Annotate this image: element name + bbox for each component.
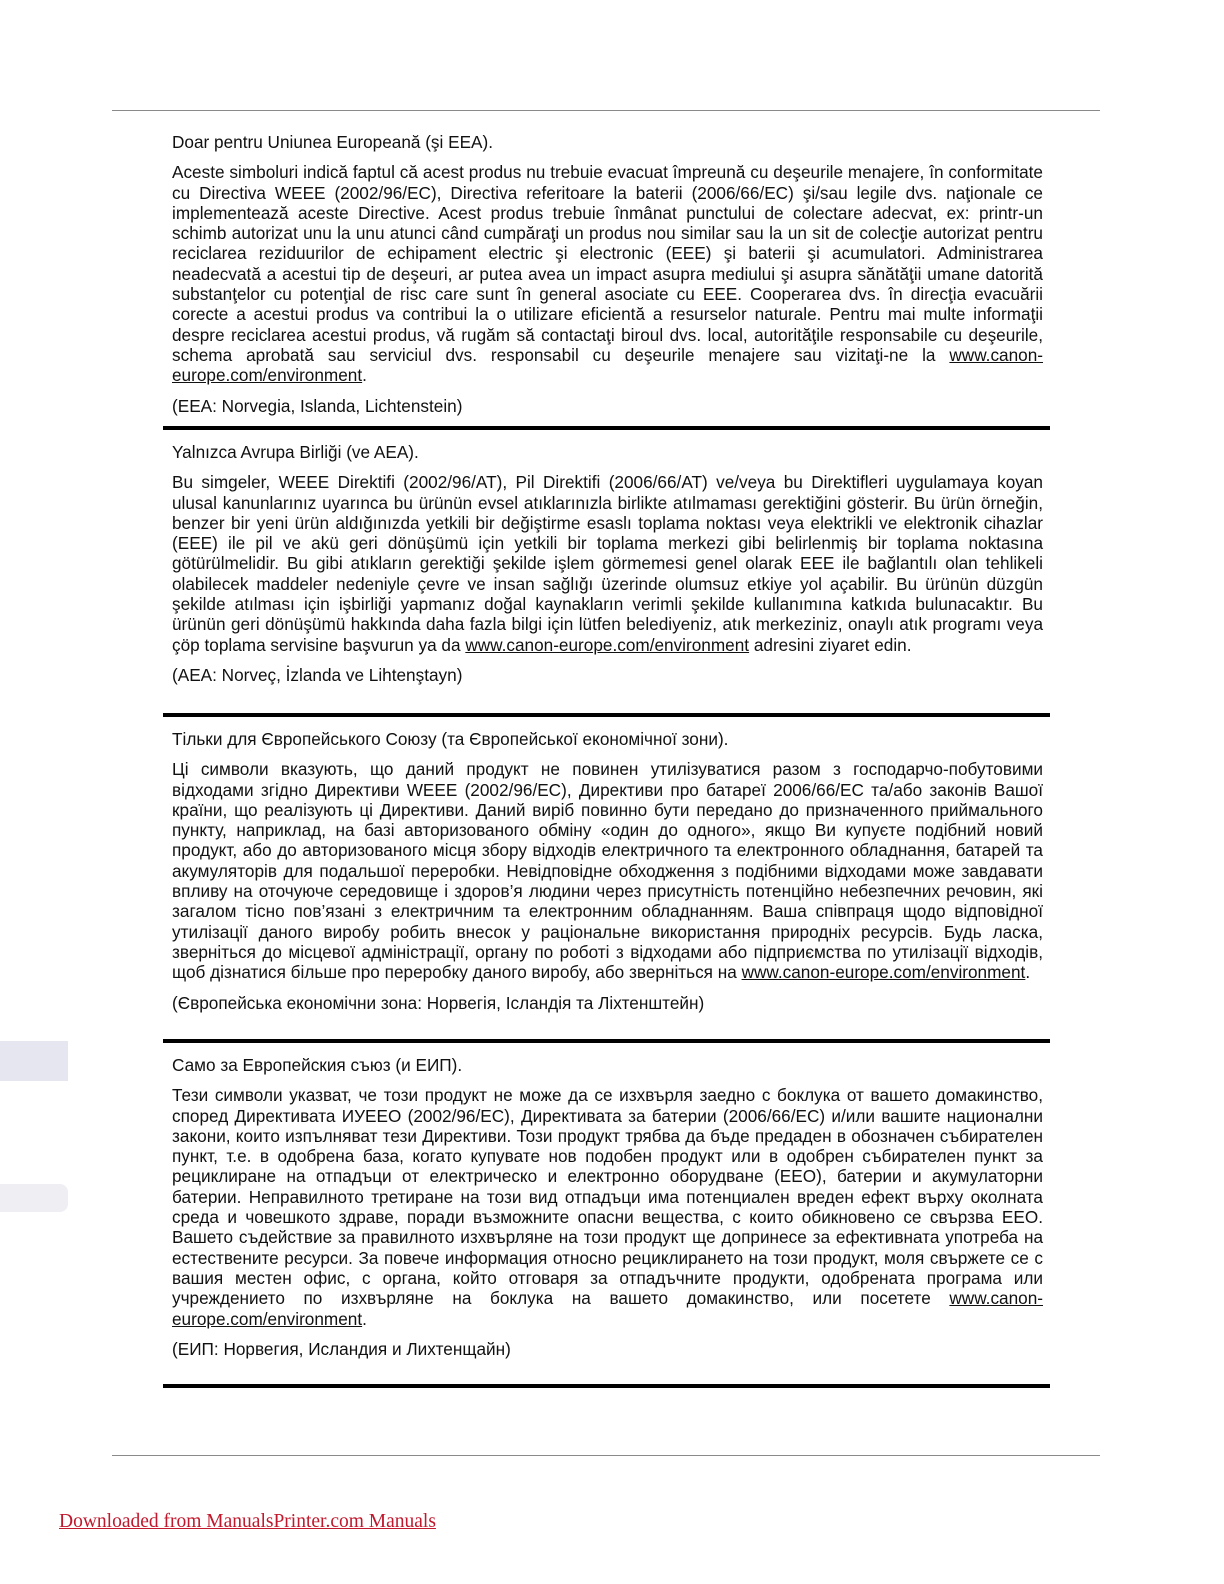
section-body-text: Aceste simboluri indică faptul că acest produs nu trebuie evacuat împreună cu deşeurile menajere, în conformitate cu Directiva WEEE (2002/96/EC), Directiva referitoare la baterii (2006/66/EC) şi/sau legile dvs. naţionale ce implementează aceste Directive. Acest produs trebuie înmânat punctului de colectare adecvat, ex: printr-un schimb autorizat unu la unu atunci când cumpăraţi un produs nou similar sau la un sit de colecţie autorizat pentru reciclarea reziduurilor de echipament electric şi electronic (EEE) şi baterii şi acumulatori. Administrarea neadecvată a acestui tip de deşeuri, ar putea avea un impact asupra mediului şi asupra sănătăţii umane datorită substanţelor cu potenţial de risc care sunt în general asociate cu EEE. Cooperarea dvs. în direcţia evacuării corecte a acestui produs va contribui la o utilizare eficientă a resurselor naturale. Pentru mai multe informaţii despre reciclarea acestui produs, vă rugăm să contactaţi biroul dvs. local, autorităţile responsabile cu deşeurile, schema aprobată sau serviciul dvs. responsabil cu deşeurile menajere sau vizitaţi-ne la: [172, 162, 1043, 365]
section-body-tail: .: [362, 1308, 367, 1329]
section-heading: Yalnızca Avrupa Birliği (ve AEA).: [172, 442, 419, 462]
section-romanian: [163, 124, 1050, 430]
section-body: [172, 759, 1043, 982]
section-heading: Тільки для Європейського Союзу (та Європейської економічної зони).: [172, 729, 729, 749]
section-body: [172, 1085, 1043, 1329]
footer-rule: [112, 1455, 1100, 1456]
section-ukrainian: [163, 717, 1050, 1043]
section-body-text: Тези символи указват, че този продукт не може да се изхвърля заедно с боклука от вашето домакинство, според Директивата ИУЕЕО (2002/96/EC), Директивата за батерии (2006/66/EC) и/или вашите национални закони, които изпълняват тези Директиви. Този продукт трябва да бъде предаден в обозначен събирателен пункт, т.е. в одобрена база, когато купувате нов подобен продукт или в одобрен събирателен пункт за рециклиране на отпадъци от електрическо и електронно оборудване (ЕЕО), батерии и акумулаторни батерии. Неправилното третиране на този вид отпадъци има потенциален вреден ефект върху околната среда и човешкото здраве, поради възможните опасни вещества, с които обикновено се свързва ЕЕО. Вашето съдействие за правилното изхвърляне на този продукт ще допринесе за ефективната употреба на естествените ресурси. За повече информация относно рециклирането на този продукт, моля свържете се с вашия местен офис, с органа, който отговаря за отпадъчните продукти, одобрената програма или учреждението по изхвърляне на боклука на вашето домакинство, или посетете: [172, 1085, 1043, 1309]
header-rule: [112, 110, 1100, 111]
download-source-link[interactable]: Downloaded from ManualsPrinter.com Manuals: [59, 1511, 436, 1532]
section-body-text: Bu simgeler, WEEE Direktifi (2002/96/AT), Pil Direktifi (2006/66/AT) ve/veya bu Direktifleri uygulamaya koyan ulusal kanunlarınız uyarınca bu ürünün evsel atıklarınızla birlikte atılmaması gerektiğini gösterir. Bu ürün örneğin, benzer bir yeni ürün aldığınızda yetkili bir değiştirme esaslı toplama noktası veya elektrikli ve elektronik cihazlar (EEE) ile pil ve akü geri dönüşümü için yetkili bir toplama merkezi gibi belirlenmiş bir toplama noktasına götürülmelidir. Bu gibi atıkların gerektiği şekilde işlem görmemesi genel olarak EEE ile bağlantılı olan tehlikeli olabilecek maddeler nedeniyle çevre ve insan sağlığı üzerinde olumsuz etkiye yol açabilir. Bu ürünün düzgün şekilde atılması için işbirliği yapmanız doğal kaynakların verimli şekilde kullanımına katkıda bulunacaktır. Bu ürünün geri dönüşümü hakkında daha fazla bilgi için lütfen belediyeniz, atık merkeziniz, onaylı atık programı veya çöp toplama servisine başvurun ya da: [172, 472, 1043, 655]
section-body-tail: .: [362, 365, 367, 386]
section-note: (AEA: Norveç, İzlanda ve Lihtenştayn): [172, 664, 463, 685]
section-note: (EEA: Norvegia, Islanda, Lichtenstein): [172, 395, 463, 416]
section-bulgarian: [163, 1043, 1050, 1388]
section-heading: Doar pentru Uniunea Europeană (şi EEA).: [172, 132, 494, 152]
section-note: (Європейська економічни зона: Норвегія, Ісландія та Ліхтенштейн): [172, 992, 705, 1013]
environment-link[interactable]: www.canon-europe.com/environment: [172, 344, 1043, 386]
section-body-text: Ці символи вказують, що даний продукт не повинен утилізуватися разом з господарчо-побутовими відходами згідно Директиви WEEE (2002/96/EC), Директиви про батареї 2006/66/EC та/або законів Вашої країни, що реалізують ці Директиви. Даний виріб повинно бути передано до призначенного приймального пункту, наприклад, на базі авторизованого обміну «один до одного», якщо Ви купуєте подібний новий продукт, або до авторизованого місця збору відходів електричного та електронного обладнання, батарей та акумуляторів для подальшої переробки. Невідповідне обходження з подібними відходами може завдавати впливу на оточуюче середовище і здоров’я людини через присутність потенційно небезпечних речовин, які загалом тісно пов’язані з електричним та електронним обладнанням. Ваша співпраця щодо відповідної утилізації даного виробу робить внесок у раціональне використання природніх ресурсів. Будь ласка, зверніться до місцевої адміністрації, органу по роботі з відходами або підприємства по утилізації відходів, щоб дізнатися більше про переробку даного виробу, або зверніться на: [172, 759, 1043, 983]
side-tab-marker-secondary: [0, 1184, 68, 1212]
section-body: [172, 472, 1043, 655]
section-body-tail: adresini ziyaret edin.: [749, 634, 912, 655]
section-turkish: [163, 430, 1050, 717]
environment-link[interactable]: www.canon-europe.com/environment: [465, 634, 750, 655]
section-heading: Само за Европейския съюз (и ЕИП).: [172, 1055, 463, 1075]
section-note: (ЕИП: Норвегия, Исландия и Лихтенщайн): [172, 1338, 511, 1359]
section-body-tail: .: [1025, 962, 1031, 983]
environment-link[interactable]: www.canon-europe.com/environment: [172, 1288, 1043, 1329]
environment-link[interactable]: www.canon-europe.com/environment: [741, 962, 1026, 983]
side-tab-marker: [0, 1041, 68, 1081]
section-body: [172, 162, 1043, 385]
